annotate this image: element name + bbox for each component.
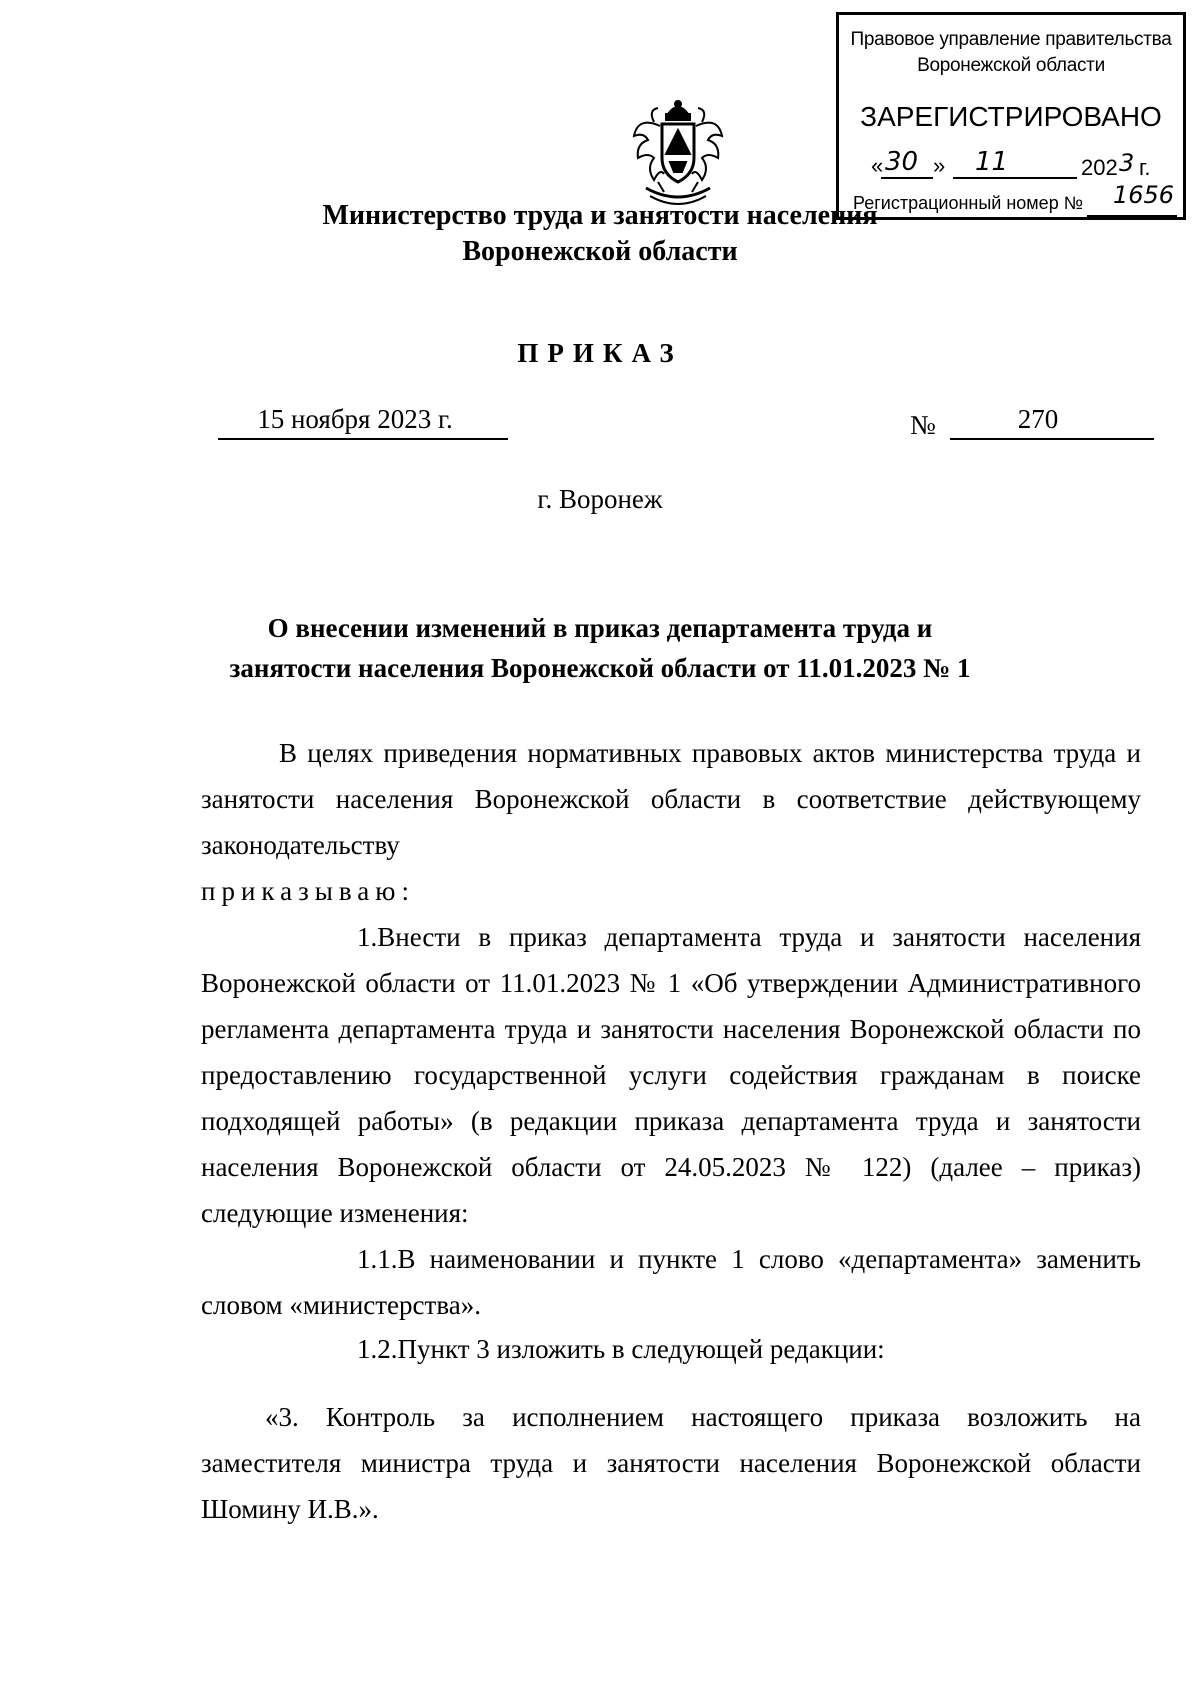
stamp-year-suffix: 3 xyxy=(1119,149,1135,177)
city: г. Воронеж xyxy=(537,484,663,514)
item-3-new-wording: «3. Контроль за исполнением настоящего приказа возложить на заместителя министра труда и занятости населения Воронежской области Шомину И.В.». xyxy=(201,1402,1141,1524)
stamp-org-line2: Воронежской области xyxy=(917,55,1105,76)
stamp-day: 30 xyxy=(885,147,919,177)
item-1-1-number: 1.1. xyxy=(357,1244,398,1274)
order-number: 270 xyxy=(1017,404,1059,434)
stamp-year-prefix: 202 xyxy=(1081,155,1118,180)
item-1-2 xyxy=(201,1326,1141,1372)
item-1-1-text: В наименовании и пункте 1 слово «департамента» заменить словом «министерства». xyxy=(201,1244,1141,1320)
registration-stamp xyxy=(836,12,1186,220)
stamp-month: 11 xyxy=(975,147,1009,177)
item-1-2-text: Пункт 3 изложить в следующей редакции: xyxy=(397,1334,885,1364)
document-title xyxy=(200,608,1000,688)
ministry-line2: Воронежской области xyxy=(462,236,738,267)
stamp-organization xyxy=(839,27,1183,79)
title-line2: занятости населения Воронежской области от 11.01.2023 № 1 xyxy=(229,653,971,683)
order-date: 15 ноября 2023 г. xyxy=(257,404,453,434)
preamble-paragraph: В целях приведения нормативных правовых актов министерства труда и занятости населения Воронежской области в соответствие действующему законодательству xyxy=(201,738,1141,860)
ministry-name xyxy=(300,198,900,270)
stamp-reg-label: Регистрационный номер № xyxy=(853,193,1084,213)
item-1 xyxy=(201,914,1141,1236)
order-word: приказываю: xyxy=(201,876,415,906)
stamp-org-line1: Правовое управление правительства xyxy=(850,29,1172,50)
stamp-reg-number: 1656 xyxy=(1113,181,1175,209)
stamp-year-mark: г. xyxy=(1139,155,1151,180)
order-date-field xyxy=(218,404,508,440)
document-type: ПРИКАЗ xyxy=(517,338,683,368)
order-number-label: № xyxy=(910,410,936,440)
stamp-registered-label: ЗАРЕГИСТРИРОВАНО xyxy=(860,101,1162,132)
title-line1: О внесении изменений в приказ департамента труда и xyxy=(267,613,933,643)
stamp-reg-row xyxy=(853,181,1175,214)
item-1-text: Внести в приказ департамента труда и занятости населения Воронежской области от 11.01.2023 № 1 «Об утверждении Административного регламента департамента труда и занятости населения Воронежской области по предоставлению государственной услуги содействия гражданам в поиске подходящей работы» (в редакции приказа департамента труда и занятости населения Воронежской области от 24.05.2023 № 122) (далее – приказ) следующие изменения: xyxy=(201,922,1141,1228)
coat-of-arms-icon xyxy=(624,96,732,214)
item-1-number: 1. xyxy=(357,922,378,952)
item-1-1 xyxy=(201,1236,1141,1328)
item-1-2-number: 1.2. xyxy=(357,1334,398,1364)
order-number-field xyxy=(950,404,1154,440)
stamp-date-row: « 30 » 11 202 3 г. xyxy=(871,147,1151,180)
ministry-line1: Министерство труда и занятости населения xyxy=(322,200,878,231)
